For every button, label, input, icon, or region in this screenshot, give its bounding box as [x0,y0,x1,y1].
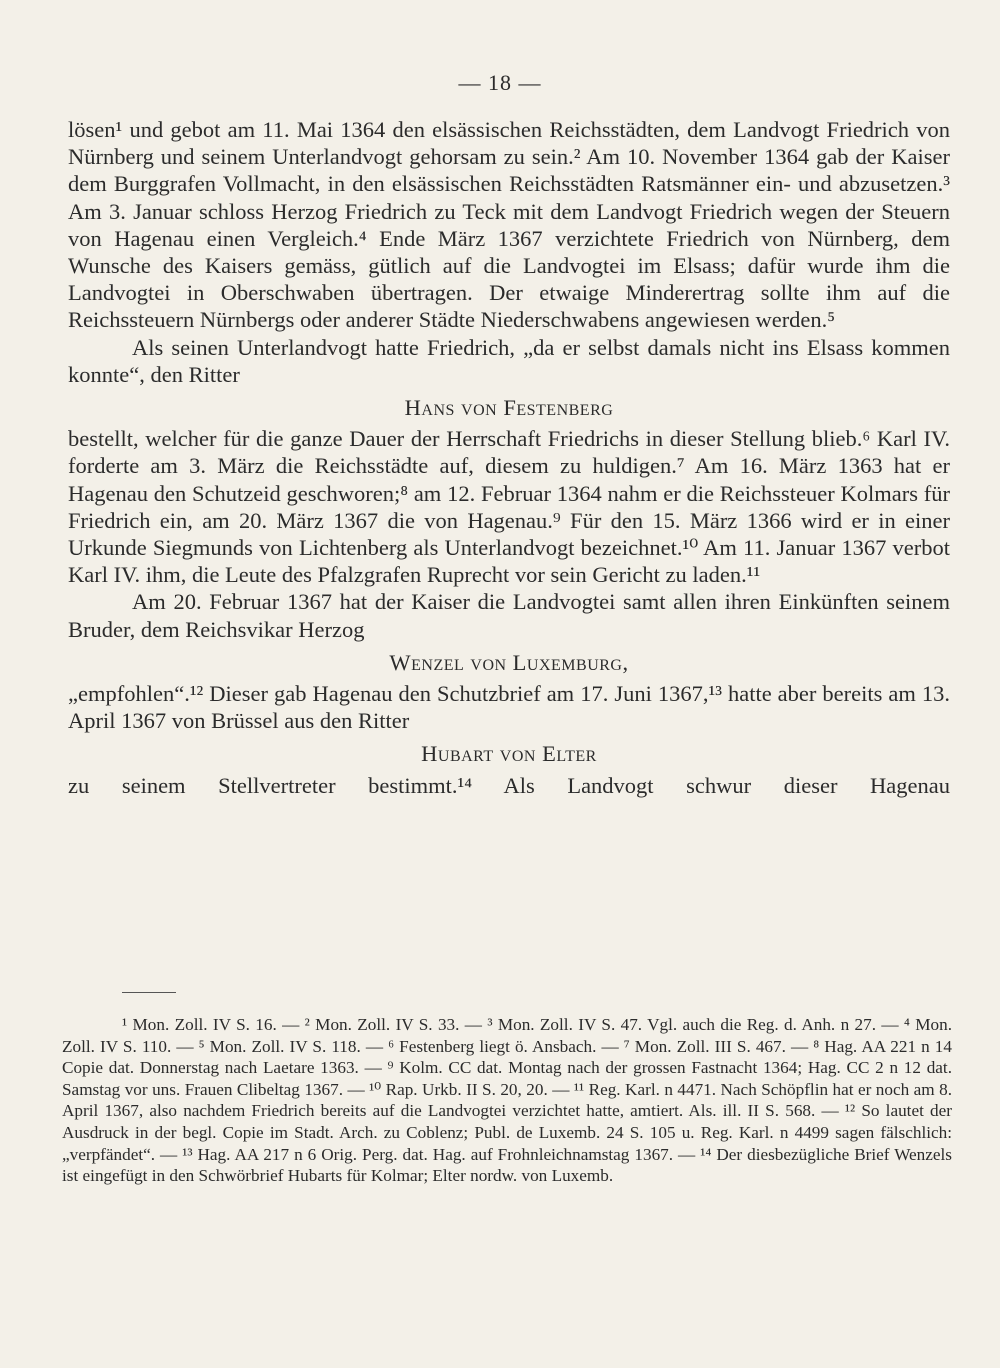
paragraph-3: bestellt, welcher für die ganze Dauer der Herrschaft Friedrichs in dieser Stellung blieb.⁶ Karl IV. forderte am 3. März die Reichsstädte auf, diesem zu huldigen.⁷ Am 16. März 1363 hat er Hagenau den Schutzeid geschworen;⁸ am 12. Februar 1364 nahm er die Reichssteuer Kolmars für Friedrich ein, am 20. März 1367 die von Hagenau.⁹ Für den 15. März 1366 wird er in einer Urkunde Siegmunds von Lichtenberg als Unterlandvogt bezeichnet.¹⁰ Am 11. Januar 1367 verbot Karl IV. ihm, die Leute des Pfalzgrafen Ruprecht vor sein Gericht zu laden.¹¹ [68,426,950,588]
paragraph-1: lösen¹ und gebot am 11. Mai 1364 den elsässischen Reichsstädten, dem Landvogt Friedrich von Nürnberg und seinem Unterlandvogt gehorsam zu sein.² Am 10. November 1364 gab der Kaiser dem Burggrafen Vollmacht, in den elsässischen Reichsstädten Ratsmänner ein- und abzusetzen.³ Am 3. Januar schloss Herzog Friedrich zu Teck mit dem Landvogt Friedrich wegen der Steuern von Hagenau einen Vergleich.⁴ Ende März 1367 verzichtete Friedrich von Nürnberg, dem Wunsche des Kaisers gemäss, gütlich auf die Landvogtei im Elsass; dafür wurde ihm die Landvogtei in Oberschwaben übertragen. Der etwaige Minderertrag sollte ihm auf die Reichssteuern Nürnbergs oder anderer Städte Niederschwabens angewiesen werden.⁵ [68,117,950,333]
page-number: — 18 — [458,70,542,95]
paragraph-2: Als seinen Unterlandvogt hatte Friedrich, „da er selbst damals nicht ins Elsass kommen konnte“, den Ritter [68,334,950,387]
heading-hubart-von-elter: Hubart von Elter [421,741,597,767]
body-text [68,116,950,799]
paragraph-6: zu seinem Stellvertreter bestimmt.¹⁴ Als Landvogt schwur dieser Hagenau [68,772,950,798]
footnote-divider [122,992,176,993]
paragraph-4: Am 20. Februar 1367 hat der Kaiser die Landvogtei samt allen ihren Einkünften seinem Bruder, dem Reichsvikar Herzog [68,589,950,642]
heading-wenzel-von-luxemburg: Wenzel von Luxemburg, [389,649,629,675]
footnotes [62,1014,952,1187]
paragraph-5: „empfohlen“.¹² Dieser gab Hagenau den Schutzbrief am 17. Juni 1367,¹³ hatte aber bereits am 13. April 1367 von Brüssel aus den Ritter [68,681,950,734]
footnotes-text: ¹ Mon. Zoll. IV S. 16. — ² Mon. Zoll. IV S. 33. — ³ Mon. Zoll. IV S. 47. Vgl. auch die Reg. d. Anh. n 27. — ⁴ Mon. Zoll. IV S. 110. — ⁵ Mon. Zoll. IV S. 118. — ⁶ Festenberg liegt ö. Ansbach. — ⁷ Mon. Zoll. III S. 467. — ⁸ Hag. AA 221 n 14 Copie dat. Donnerstag nach Laetare 1363. — ⁹ Kolm. CC dat. Montag nach der grossen Fastnacht 1364; Hag. CC 2 n 12 dat. Samstag vor uns. Frauen Clibeltag 1367. — ¹⁰ Rap. Urkb. II S. 20, 20. — ¹¹ Reg. Karl. n 4471. Nach Schöpflin hat er noch am 8. April 1367, also nachdem Friedrich bereits auf die Landvogtei verzichtet hatte, amtiert. Als. ill. II S. 568. — ¹² So lautet der Ausdruck in der begl. Copie im Stadt. Arch. zu Coblenz; Publ. de Luxemb. 24 S. 105 u. Reg. Karl. n 4499 sagen fälschlich: „verpfändet“. — ¹³ Hag. AA 217 n 6 Orig. Perg. dat. Hag. auf Frohnleichnamstag 1367. — ¹⁴ Der diesbezügliche Brief Wenzels ist eingefügt in den Schwörbrief Hubarts für Kolmar; Elter nordw. von Luxemb. [62,1015,952,1186]
heading-hans-von-festenberg: Hans von Festenberg [404,395,614,421]
